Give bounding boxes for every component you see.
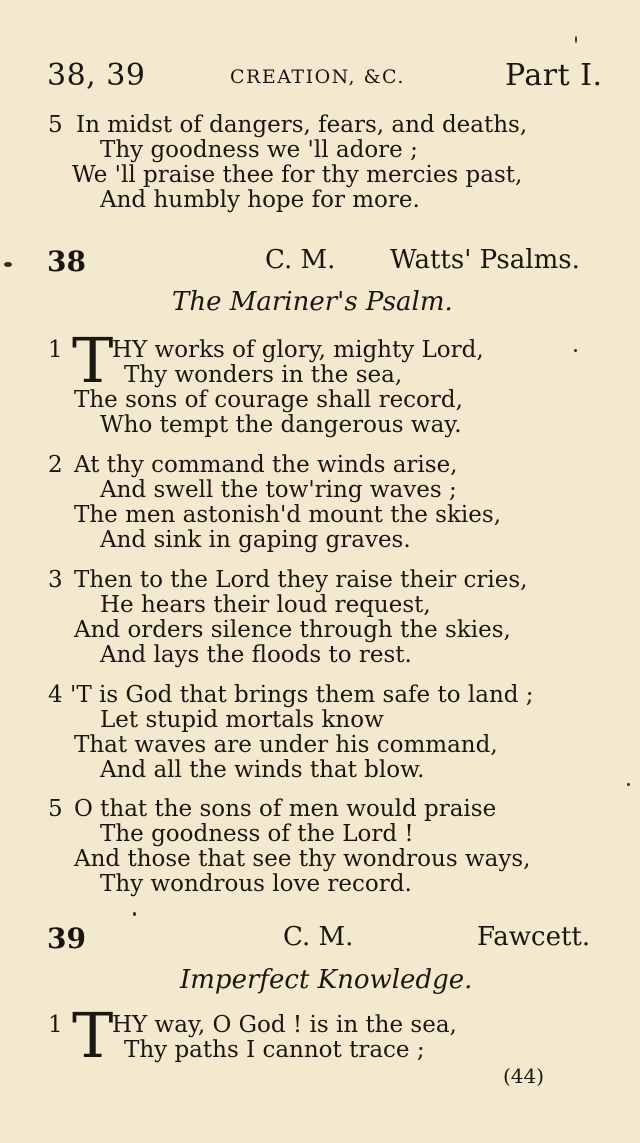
scan-speck <box>575 36 577 43</box>
verse-number: 4 <box>48 682 63 708</box>
verse-line: That waves are under his command, <box>74 732 498 758</box>
drop-cap: T <box>72 999 114 1072</box>
scan-speck <box>4 262 12 267</box>
verse-line: Thy goodness we 'll adore ; <box>100 137 418 163</box>
verse-line: 'T is God that brings them safe to land ; <box>70 682 534 708</box>
hymn-title: The Mariner's Psalm. <box>172 287 453 317</box>
hymn-title: Imperfect Knowledge. <box>180 965 473 995</box>
verse-number: 1 <box>48 1012 63 1038</box>
verse-number: 5 <box>48 796 63 822</box>
verse-line: Then to the Lord they raise their cries, <box>74 567 528 593</box>
header-part-label: Part I. <box>505 58 603 93</box>
hymn-author: Watts' Psalms. <box>390 245 580 275</box>
verse-line: And sink in gaping graves. <box>100 527 411 553</box>
verse-number: 2 <box>48 452 63 478</box>
drop-cap: T <box>72 324 114 397</box>
verse-line: Thy wonders in the sea, <box>124 362 403 388</box>
verse-line: Thy wondrous love record. <box>100 871 412 897</box>
header-section-title: CREATION, &C. <box>230 66 405 88</box>
verse-line: Who tempt the dangerous way. <box>100 412 462 438</box>
verse-line: Let stupid mortals know <box>100 707 384 733</box>
verse-line: Thy paths I cannot trace ; <box>124 1037 425 1063</box>
verse-line: HY works of glory, mighty Lord, <box>112 337 484 363</box>
verse-line: HY way, O God ! is in the sea, <box>112 1012 457 1038</box>
verse-line: The sons of courage shall record, <box>74 387 463 413</box>
header-hymn-numbers: 38, 39 <box>47 58 146 93</box>
scan-speck <box>574 349 577 352</box>
verse-number: 5 <box>48 112 63 138</box>
verse-line: We 'll praise thee for thy mercies past, <box>72 162 523 188</box>
hymn-number: 39 <box>47 922 86 955</box>
hymn-meter: C. M. <box>283 922 354 952</box>
verse-line: And humbly hope for more. <box>100 187 420 213</box>
page-number: (44) <box>503 1064 545 1088</box>
hymn-author: Fawcett. <box>477 922 591 952</box>
verse-line: At thy command the winds arise, <box>74 452 458 478</box>
scan-speck <box>133 912 136 916</box>
scan-speck <box>627 783 630 786</box>
verse-line: And those that see thy wondrous ways, <box>74 846 531 872</box>
hymn-number: 38 <box>47 245 86 278</box>
verse-line: And swell the tow'ring waves ; <box>100 477 457 503</box>
verse-line: And all the winds that blow. <box>100 757 425 783</box>
verse-line: In midst of dangers, fears, and deaths, <box>76 112 528 138</box>
hymn-meter: C. M. <box>265 245 336 275</box>
verse-number: 1 <box>48 337 63 363</box>
verse-line: O that the sons of men would praise <box>74 796 497 822</box>
verse-line: The goodness of the Lord ! <box>100 821 414 847</box>
verse-line: And orders silence through the skies, <box>74 617 511 643</box>
verse-number: 3 <box>48 567 63 593</box>
verse-line: The men astonish'd mount the skies, <box>74 502 502 528</box>
verse-line: He hears their loud request, <box>100 592 431 618</box>
verse-line: And lays the floods to rest. <box>100 642 412 668</box>
